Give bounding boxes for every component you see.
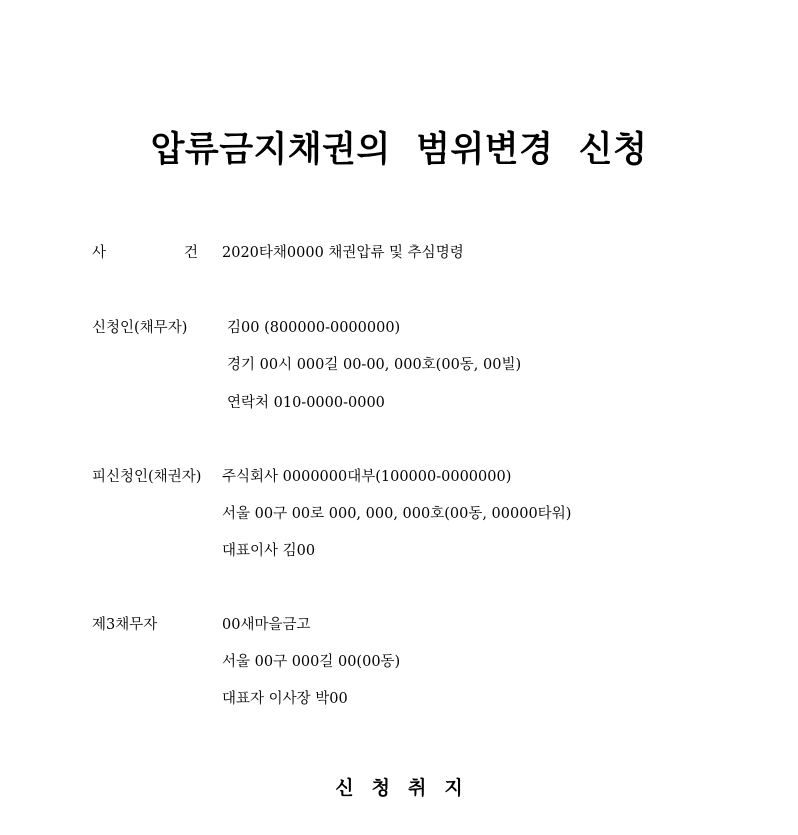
applicant-address: 경기 00시 000길 00-00, 000호(00동, 00빌) — [227, 357, 522, 373]
applicant-label: 신청인(채무자) — [92, 320, 188, 336]
section-heading: 신청취지 — [335, 777, 481, 799]
document-title: 압류금지채권의 범위변경 신청 — [150, 129, 648, 170]
case-label — [92, 243, 198, 263]
third-debtor-address: 서울 00구 000길 00(00동) — [222, 654, 401, 670]
respondent-representative: 대표이사 김00 — [222, 543, 316, 559]
respondent-name: 주식회사 0000000대부(100000-0000000) — [222, 469, 512, 485]
case-value: 2020타채0000 채권압류 및 추심명령 — [222, 245, 464, 261]
respondent-address: 서울 00구 00로 000, 000, 000호(00동, 00000타워) — [222, 506, 572, 522]
applicant-name: 김00 (800000-0000000) — [227, 320, 401, 336]
third-debtor-name: 00새마을금고 — [222, 617, 311, 633]
applicant-contact: 연락처 010-0000-0000 — [227, 395, 385, 411]
third-debtor-label: 제3채무자 — [92, 617, 158, 633]
case-label-left: 사 — [92, 245, 107, 261]
third-debtor-representative: 대표자 이사장 박00 — [222, 691, 348, 707]
case-label-right: 건 — [183, 245, 198, 261]
respondent-label: 피신청인(채권자) — [92, 469, 202, 485]
